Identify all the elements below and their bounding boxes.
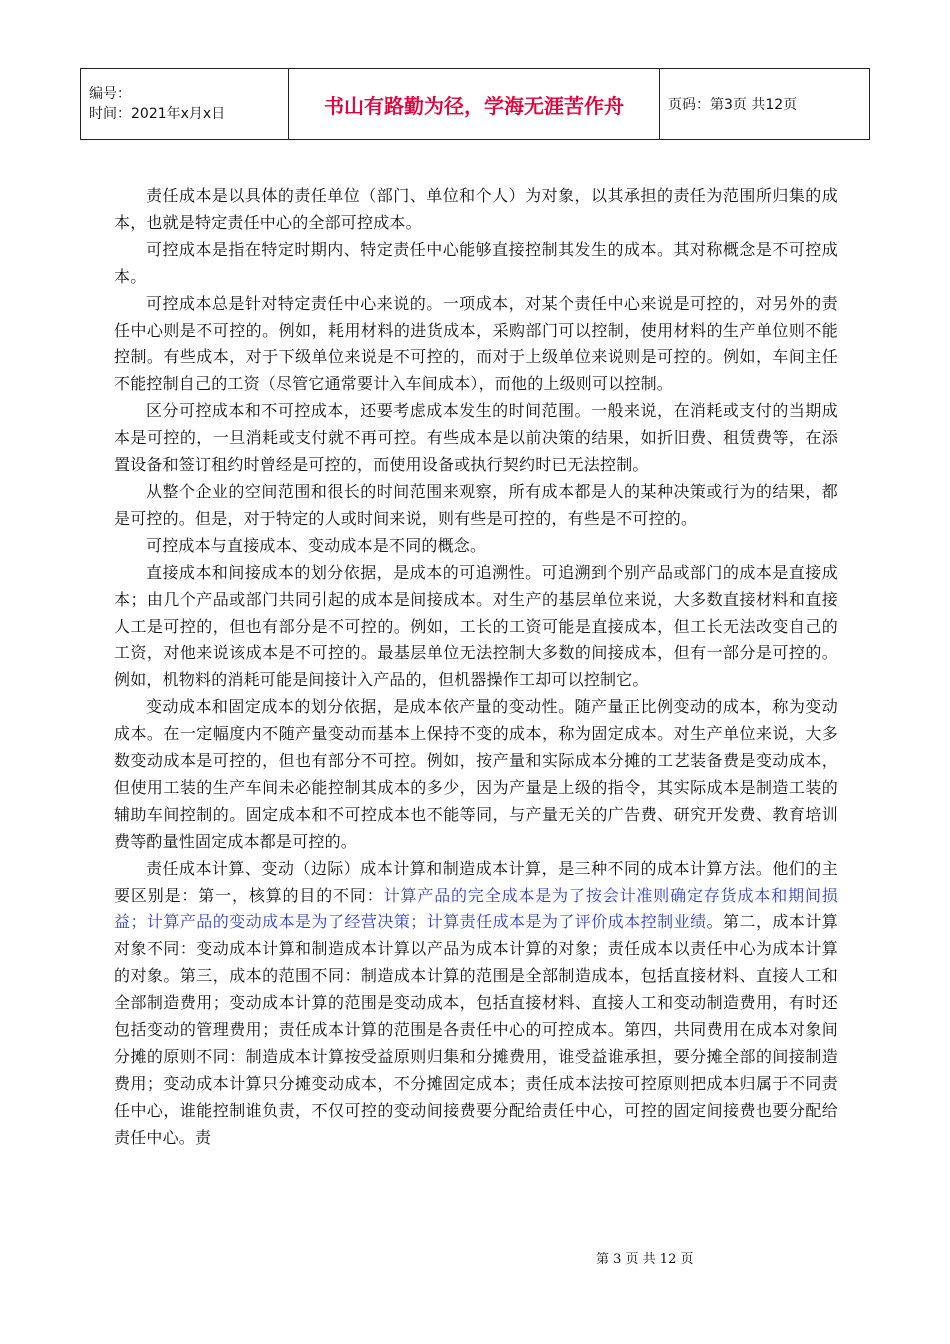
paragraph: 可控成本是指在特定时期内、特定责任中心能够直接控制其发生的成本。其对称概念是不可控成本。 xyxy=(114,239,838,286)
paragraph-text: 责任成本计算、变动（边际）成本计算和制造成本计算，是三种不同的成本计算方法。他们的主要区别是：第一，核算的目的不同： xyxy=(114,858,838,905)
paragraph: 区分可控成本和不可控成本，还要考虑成本发生的时间范围。一般来说，在消耗或支付的当期成本是可控的，一旦消耗或支付就不再可控。有些成本是以前决策的结果，如折旧费、租赁费等，在添置设备和签订租约时曾经是可控的，而使用设备或执行契约时已无法控制。 xyxy=(114,401,838,475)
highlighted-text: 计算产品的完全成本是为了按会计准则确定存货成本和期间损益；计算产品的变动成本是为了经营决策；计算责任成本是为了评价成本控制业绩 xyxy=(114,885,838,932)
header-motto: 书山有路勤为径，学海无涯苦作舟 xyxy=(289,69,660,140)
number-label: 编号： xyxy=(89,86,131,102)
paragraph: 变动成本和固定成本的划分依据，是成本依产量的变动性。随产量正比例变动的成本，称为变动成本。在一定幅度内不随产量变动而基本上保持不变的成本，称为固定成本。对生产单位来说，大多数变动成本是可控的，但也有部分不可控。例如，按产量和实际成本分摊的工艺装备费是变动成本，但使用工装的生产车间未必能控制其成本的多少，因为产量是上级的指令，其实际成本是制造工装的辅助车间控制的。固定成本和不可控成本也不能等同，与产量无关的广告费、研究开发费、教育培训费等酌量性固定成本都是可控的。 xyxy=(114,697,838,851)
paragraph-last xyxy=(114,856,838,1152)
header-meta xyxy=(81,69,289,140)
header-page-info: 页码：第3页 共12页 xyxy=(660,69,870,140)
paragraph: 责任成本是以具体的责任单位（部门、单位和个人）为对象，以其承担的责任为范围所归集的成本，也就是特定责任中心的全部可控成本。 xyxy=(114,186,838,232)
footer-page-number: 第 3 页 共 12 页 xyxy=(596,1252,694,1267)
document-body xyxy=(114,183,838,1152)
paragraph: 可控成本总是针对特定责任中心来说的。一项成本，对某个责任中心来说是可控的，对另外的责任中心则是不可控的。例如，耗用材料的进货成本，采购部门可以控制，使用材料的生产单位则不能控制。有些成本，对于下级单位来说是不可控的，而对于上级单位来说则是可控的。例如，车间主任不能控制自己的工资（尽管它通常要计入车间成本），而他的上级则可以控制。 xyxy=(114,293,838,394)
document-header xyxy=(80,68,870,140)
date-label: 时间：2021年x月x日 xyxy=(89,106,226,122)
paragraph: 从整个企业的空间范围和很长的时间范围来观察，所有成本都是人的某种决策或行为的结果，都是可控的。但是，对于特定的人或时间来说，则有些是可控的，有些是不可控的。 xyxy=(114,481,838,528)
paragraph: 可控成本与直接成本、变动成本是不同的概念。 xyxy=(146,535,487,555)
paragraph-text: 。第二，成本计算对象不同：变动成本计算和制造成本计算以产品为成本计算的对象；责任成本以责任中心为成本计算的对象。第三，成本的范围不同：制造成本计算的范围是全部制造成本，包括直接材料、直接人工和全部制造费用；变动成本计算的范围是变动成本，包括直接材料、直接人工和变动制造费用，有时还包括变动的管理费用；责任成本计算的范围是各责任中心的可控成本。第四，共同费用在成本对象间分摊的原则不同：制造成本计算按受益原则归集和分摊费用，谁受益谁承担，要分摊全部的间接制造费用；变动成本计算只分摊变动成本，不分摊固定成本；责任成本法按可控原则把成本归属于不同责任中心，谁能控制谁负责，不仅可控的变动间接费要分配给责任中心，可控的固定间接费也要分配给责任中心。责 xyxy=(114,912,838,1147)
paragraph: 直接成本和间接成本的划分依据，是成本的可追溯性。可追溯到个别产品或部门的成本是直接成本；由几个产品或部门共同引起的成本是间接成本。对生产的基层单位来说，大多数直接材料和直接人工是可控的，但也有部分是不可控的。例如，工长的工资可能是直接成本，但工长无法改变自己的工资，对他来说该成本是不可控的。最基层单位无法控制大多数的间接成本，但有一部分是可控的。例如，机物料的消耗可能是间接计入产品的，但机器操作工却可以控制它。 xyxy=(114,562,838,690)
